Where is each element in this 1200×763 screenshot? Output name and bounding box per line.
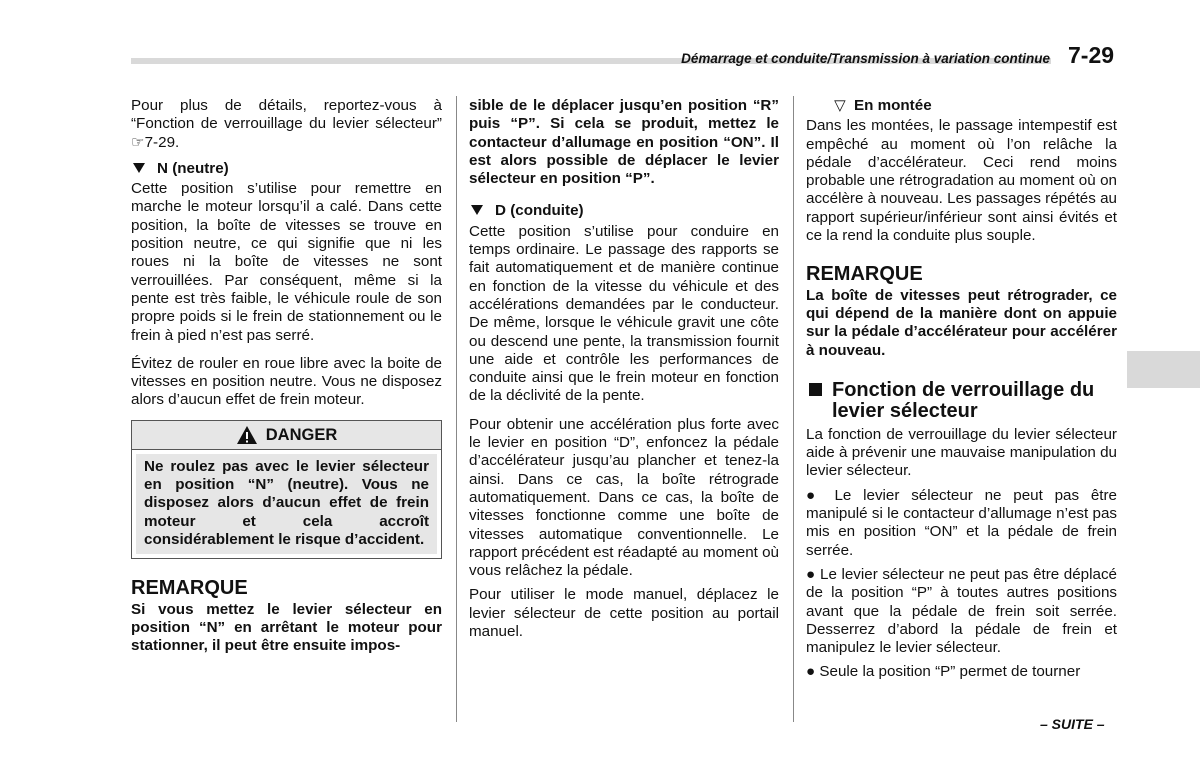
paragraph: Cette position s’utilise pour remettre en marche le moteur lorsqu’il a calé. Dans cette position, la boîte de vitesses se trouve en position neutre, ce qui signifie que ni les roues ni la boîte de vitesses ne sont verrouillées. Par conséquent, même si la pente est très faible, le véhicule roule de son propre poids si le frein de stationnement ou le frein à pied n’est pas serré.	[131, 180, 442, 344]
bullet-item: ● Le levier sélecteur ne peut pas être manipulé si le contacteur d’allumage n’est pas mis en position “ON” et la pédale de frein serrée.	[806, 486, 1117, 559]
paragraph: Dans les montées, le passage intempestif est empêché au moment où l’on relâche la pédale d’accélérateur. Ceci rend moins probable une rétrogradation au moment où on accélère à nouveau. Les passages répétés au rapport supérieur/inférieur sont ainsi évités et ce la rend la conduite plus souple.	[806, 117, 1117, 245]
remarque-text: La boîte de vitesses peut rétrograder, ce qui dépend de la manière dont on appuie sur la pédale d’accélérateur pour accélérer à nouveau.	[806, 286, 1117, 359]
paragraph: Pour obtenir une accélération plus forte avec le levier en position “D”, enfoncez la pédale d’accélérateur jusqu’au plancher et tenez-la ainsi. Dans ce cas, la boîte rétrograde automatiquement. Dans ce cas, la boîte de vitesses fonctionne comme une boîte de vitesses automatique conventionnelle. Le rapport précédent est réadapté au moment où vous relâchez la pédale.	[469, 415, 779, 580]
column-left	[131, 97, 442, 655]
column-divider	[793, 96, 794, 722]
paragraph: Cette position s’utilise pour conduire en temps ordinaire. Le passage des rapports se fait automatiquement et de manière continue en fonction de la vitesse du véhicule et des accélérations demandées par le conducteur. De même, lorsque le véhicule gravit une côte ou descend une pente, la transmission fournit une aide et contrôle les performances de conduite ainsi que le frein moteur en fonction de la déclivité de la pente.	[469, 222, 779, 405]
remarque-continued-text: sible de le déplacer jusqu’en position “R” puis “P”. Si cela se produit, mettez le contacteur d’allumage en position “ON”. Il est alors possible de déplacer le levier sélecteur en position “P”.	[469, 97, 779, 188]
paragraph: Pour utiliser le mode manuel, déplacez le levier sélecteur de cette position au portail manuel.	[469, 586, 779, 641]
open-triangle-icon: ▽	[834, 97, 846, 114]
chapter-side-tab	[1127, 351, 1200, 388]
triangle-bullet-icon	[133, 163, 145, 173]
danger-paragraph: Ne roulez pas avec le levier sélecteur en position “N” (neutre). Vous ne disposez alors d’aucun effet de frein moteur et cela accroît considérablement le risque d’accident.	[144, 457, 429, 548]
danger-text	[136, 454, 437, 554]
remarque-text: Si vous mettez le levier sélecteur en position “N” en arrêtant le moteur pour stationner, il peut être ensuite impos-	[131, 600, 442, 655]
bullet-item: ● Le levier sélecteur ne peut pas être déplacé de la position “P” à toutes autres positions avant que la pédale de frein soit serrée. Desserrez d’abord la pédale de frein et manipulez le levier sélecteur.	[806, 565, 1117, 657]
danger-label: DANGER	[265, 425, 338, 444]
section-heading	[806, 380, 1117, 422]
column-right	[806, 97, 1117, 682]
column-divider	[456, 96, 457, 722]
danger-header	[132, 421, 441, 450]
page-header-title: Démarrage et conduite/Transmission à variation continue	[681, 51, 1050, 66]
danger-box	[131, 420, 442, 559]
subheading-montee	[806, 97, 1117, 115]
paragraph: Évitez de rouler en roue libre avec la boite de vitesses en position neutre. Vous ne disposez alors d’aucun effet de frein moteur.	[131, 354, 442, 409]
subheading-n	[131, 160, 442, 178]
remarque-heading: REMARQUE	[131, 577, 248, 600]
subheading-d	[469, 202, 779, 220]
page-number: 7-29	[1068, 42, 1115, 68]
paragraph: Pour plus de détails, reportez-vous à “Fonction de verrouillage du levier sélecteur” ☞7-29.	[131, 97, 442, 151]
bullet-item: ● Seule la position “P” permet de tourner	[806, 663, 1081, 681]
subheading-label: En montée	[854, 97, 932, 114]
subheading-label: N (neutre)	[157, 159, 229, 177]
column-middle	[469, 97, 779, 641]
square-bullet-icon	[809, 383, 822, 396]
triangle-bullet-icon	[471, 205, 483, 215]
remarque-heading: REMARQUE	[806, 263, 923, 286]
warning-triangle-icon	[236, 425, 258, 445]
paragraph: La fonction de verrouillage du levier sélecteur aide à prévenir une mauvaise manipulation du levier sélecteur.	[806, 425, 1117, 480]
subheading-label: D (conduite)	[495, 202, 584, 220]
section-heading-label: Fonction de verrouillage du levier sélecteur	[832, 378, 1095, 422]
continued-label: – SUITE –	[1040, 716, 1105, 732]
